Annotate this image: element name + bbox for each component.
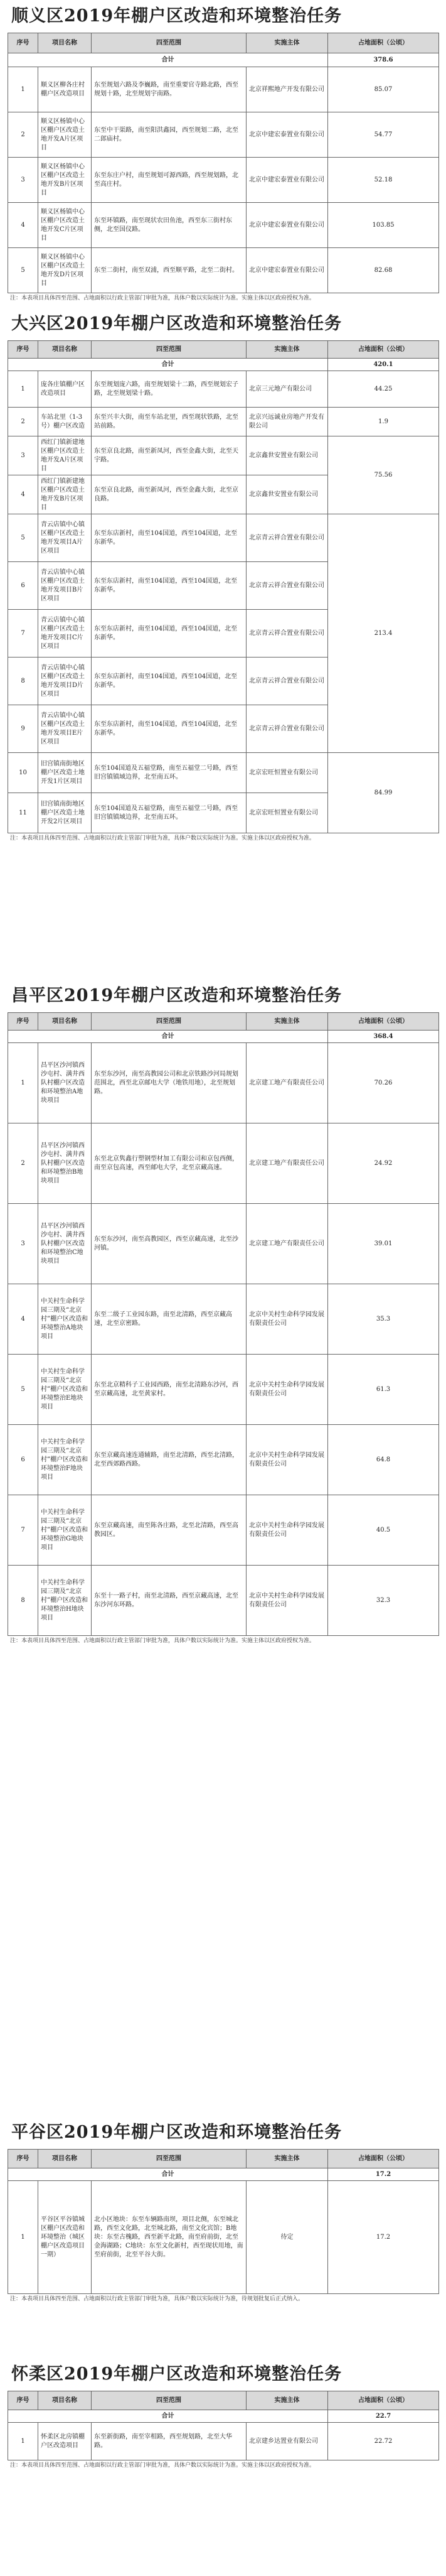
table-row: [8, 1284, 439, 1355]
cell-no: 11: [8, 793, 38, 833]
cell-area: 54.77: [328, 112, 439, 158]
header-project: 项目名称: [38, 341, 92, 359]
table-row: [8, 203, 439, 248]
cell-scope: 东至东店新村，南至104国道，西至104国道，北至东新华。: [92, 658, 247, 705]
cell-no: 8: [8, 658, 38, 705]
cell-scope: 东至二街村，南至双浦，西至顺平路，北至二街村。: [92, 248, 247, 293]
table-header-row: [8, 33, 439, 53]
total-label: 合计: [8, 53, 328, 67]
total-value: 17.2: [328, 2168, 439, 2181]
cell-entity: 北京中建宏泰置业有限公司: [247, 203, 328, 248]
cell-no: 5: [8, 1355, 38, 1425]
header-no: 序号: [8, 2391, 38, 2410]
cell-project: 中关村生命科学园三期及“北京村”棚户区改造和环境整治H地块项目: [38, 1566, 92, 1636]
cell-project: 旧宫镇南街地区棚户区改造土地开发1片区项目: [38, 753, 92, 793]
cell-scope: 东至北京隽鑫行塑钢型材加工有限公司和京包西侧，南至京包高速，西至邮电大学，北至京藏高速。: [92, 1123, 247, 1204]
cell-entity: 北京中关村生命科学园发展有限责任公司: [247, 1566, 328, 1636]
table-row: [8, 2423, 439, 2460]
cell-entity: 北京兴远诚业房地产开发有限公司: [247, 408, 328, 436]
cell-scope: 东至东店新村，南至104国道，西至104国道，北至东新华。: [92, 705, 247, 753]
task-table: [8, 2149, 439, 2294]
cell-project: 顺义区柳各庄村棚户区改造项目: [38, 67, 92, 112]
header-entity: 实施主体: [247, 341, 328, 359]
task-table: [8, 2391, 439, 2460]
cell-entity: 北京中关村生命科学园发展有限责任公司: [247, 1355, 328, 1425]
cell-entity: 北京鑫世安置业有限公司: [247, 436, 328, 475]
table-row: [8, 1043, 439, 1123]
cell-entity: 北京青云祥合置业有限公司: [247, 514, 328, 562]
cell-scope: 东至规划六路及李巍路，南至重要官寺路北路，西至规划十路，北至规划宇南路。: [92, 67, 247, 112]
cell-entity: 北京中建宏泰置业有限公司: [247, 248, 328, 293]
header-area: 占地面积（公顷）: [328, 33, 439, 53]
table-row: [8, 371, 439, 408]
cell-no: 1: [8, 371, 38, 408]
cell-project: 昌平区沙河镇西沙屯村、满井西队村棚户区改造和环境整治C地块项目: [38, 1204, 92, 1284]
cell-entity: 北京青云祥合置业有限公司: [247, 705, 328, 753]
cell-scope: 东至兴丰大街，南至车站北里，西至现状铁路，北至站前路。: [92, 408, 247, 436]
table-note: 注：本表项目具体四至范围、占地面积以行政主管部门审批为准，具体户数以实际统计为准，待规划批复后正式纳入。: [10, 2296, 304, 2302]
total-row: [8, 359, 439, 371]
cell-no: 9: [8, 705, 38, 753]
table-header-row: [8, 2150, 439, 2168]
total-label: 合计: [8, 1031, 328, 1043]
cell-no: 1: [8, 2181, 38, 2294]
task-table: [8, 33, 439, 293]
cell-no: 3: [8, 1204, 38, 1284]
cell-area: 22.72: [328, 2423, 439, 2460]
header-scope: 四至范围: [92, 341, 247, 359]
cell-scope: 东至新街路，南至宰相路，西至规划路，北至大华路。: [92, 2423, 247, 2460]
cell-entity: 北京宏旺恒置业有限公司: [247, 793, 328, 833]
total-label: 合计: [8, 359, 328, 371]
cell-no: 4: [8, 475, 38, 514]
task-table: [8, 1012, 439, 1636]
table-row: [8, 2181, 439, 2294]
total-row: [8, 1031, 439, 1043]
cell-scope: 东至京藏高速，南至陈各庄路，北至北清路，西至高教园区。: [92, 1495, 247, 1566]
table-row: [8, 753, 439, 793]
header-no: 序号: [8, 33, 38, 53]
cell-entity: 北京宏旺恒置业有限公司: [247, 753, 328, 793]
cell-entity: 北京祥熙地产开发有限公司: [247, 67, 328, 112]
table-row: [8, 112, 439, 158]
cell-scope: 东至东沙河，南至高教园公司和北京铁路沙河局规划范围北，西至北京邮电大学（地铁用地），北至规划路。: [92, 1043, 247, 1123]
cell-no: 1: [8, 1043, 38, 1123]
section-title: 昌平区2019年棚户区改造和环境整治任务: [11, 986, 342, 1005]
header-entity: 实施主体: [247, 2150, 328, 2168]
section-title: 顺义区2019年棚户区改造和环境整治任务: [11, 6, 342, 26]
section-daxing: [8, 308, 438, 844]
cell-scope: 东至东庄户村，南至规划可源西路，西至规划路，北至高庄村。: [92, 158, 247, 203]
cell-area: 84.99: [328, 753, 439, 833]
table-row: [8, 158, 439, 203]
cell-project: 顺义区杨镇中心区棚户区改造土地开发B片区项目: [38, 158, 92, 203]
header-area: 占地面积（公顷）: [328, 2150, 439, 2168]
header-project: 项目名称: [38, 33, 92, 53]
cell-scope: 东至东店新村，南至104国道，西至104国道，北至东新华。: [92, 514, 247, 562]
total-value: 22.7: [328, 2410, 439, 2423]
cell-no: 7: [8, 610, 38, 658]
header-project: 项目名称: [38, 1013, 92, 1031]
section-title: 大兴区2019年棚户区改造和环境整治任务: [11, 314, 342, 333]
cell-area: 85.07: [328, 67, 439, 112]
cell-project: 顺义区杨镇中心区棚户区改造土地开发C片区项目: [38, 203, 92, 248]
cell-project: 怀柔区北房镇棚户区改造项目: [38, 2423, 92, 2460]
section-pinggu: [8, 2116, 438, 2305]
table-header-row: [8, 2391, 439, 2410]
section-shunyi: [8, 0, 438, 304]
table-row: [8, 436, 439, 475]
total-value: 378.6: [328, 53, 439, 67]
cell-project: 车站北里（1-3号）棚户区改造: [38, 408, 92, 436]
header-project: 项目名称: [38, 2150, 92, 2168]
total-row: [8, 2168, 439, 2181]
cell-project: 平谷区平谷镇城区棚户区改造和环境整治（城区棚户区改造项目一期）: [38, 2181, 92, 2294]
cell-area: 64.8: [328, 1425, 439, 1495]
cell-scope: 东至104国道及五福堂路，南至五福堂二号路，西至旧宫镇镇域边界，北至南五环。: [92, 793, 247, 833]
cell-area: 40.5: [328, 1495, 439, 1566]
cell-project: 西红门镇新建地区棚户区改造土地开发B片区项目: [38, 475, 92, 514]
cell-project: 顺义区杨镇中心区棚户区改造土地开发A片区项目: [38, 112, 92, 158]
total-label: 合计: [8, 2168, 328, 2181]
cell-entity: 北京鑫世安置业有限公司: [247, 475, 328, 514]
table-note: 注：本表项目具体四至范围、占地面积以行政主管部门审批为准，具体户数以实际统计为准。实施主体以区政府授权为准。: [10, 2462, 316, 2469]
cell-entity: 北京建工地产有限责任公司: [247, 1204, 328, 1284]
header-entity: 实施主体: [247, 33, 328, 53]
cell-project: 青云店镇中心镇区棚户区改造土地开发项目A片区项目: [38, 514, 92, 562]
table-row: [8, 1123, 439, 1204]
cell-project: 青云店镇中心镇区棚户区改造土地开发项目E片区项目: [38, 705, 92, 753]
total-row: [8, 53, 439, 67]
cell-project: 昌平区沙河镇西沙屯村、满井西队村棚户区改造和环境整治A地块项目: [38, 1043, 92, 1123]
cell-entity: 北京青云祥合置业有限公司: [247, 562, 328, 610]
cell-scope: 东至北京精科子工业园西路，南至北清路东沙河，西至京藏高速，北至黄家村。: [92, 1355, 247, 1425]
cell-entity: 北京中关村生命科学园发展有限责任公司: [247, 1284, 328, 1355]
cell-area: 35.3: [328, 1284, 439, 1355]
cell-project: 中关村生命科学园三期及“北京村”棚户区改造和环境整治G地块项目: [38, 1495, 92, 1566]
cell-entity: 待定: [247, 2181, 328, 2294]
cell-entity: 北京中建宏泰置业有限公司: [247, 112, 328, 158]
cell-project: 中关村生命科学园三期及“北京村”棚户区改造和环境整治F地块项目: [38, 1425, 92, 1495]
section-title: 怀柔区2019年棚户区改造和环境整治任务: [11, 2364, 342, 2384]
table-header-row: [8, 341, 439, 359]
cell-scope: 北小区地块：东至车辆路南坝，项目北侧，东至城北路，西至文化路，北至城北路，南至文化宾馆；B地块：东至古槐路，西至新平北路，南至府前街，北至金海湖路；C地块：东至文化新村，西至现状用地，南至府前街，北至平谷大街。: [92, 2181, 247, 2294]
cell-entity: 北京建工地产有限责任公司: [247, 1123, 328, 1204]
cell-no: 4: [8, 203, 38, 248]
cell-no: 2: [8, 408, 38, 436]
cell-project: 青云店镇中心镇区棚户区改造土地开发项目D片区项目: [38, 658, 92, 705]
header-no: 序号: [8, 1013, 38, 1031]
header-area: 占地面积（公顷）: [328, 1013, 439, 1031]
cell-project: 庞各庄镇棚户区改造项目: [38, 371, 92, 408]
cell-scope: 东至东店新村，南至104国道，西至104国道，北至东新华。: [92, 610, 247, 658]
cell-entity: 北京三元地产有限公司: [247, 371, 328, 408]
cell-entity: 北京建乡达置业有限公司: [247, 2423, 328, 2460]
cell-no: 3: [8, 436, 38, 475]
cell-project: 顺义区杨镇中心区棚户区改造土地开发D片区项目: [38, 248, 92, 293]
table-row: [8, 1495, 439, 1566]
cell-no: 2: [8, 1123, 38, 1204]
cell-project: 中关村生命科学园三期及“北京村”棚户区改造和环境整治E地块项目: [38, 1355, 92, 1425]
cell-entity: 北京中关村生命科学园发展有限责任公司: [247, 1495, 328, 1566]
cell-project: 中关村生命科学园三期及“北京村”棚户区改造和环境整治A地块项目: [38, 1284, 92, 1355]
cell-scope: 东至京良北路，南至新凤河，西至金鑫大街，北至京良路。: [92, 475, 247, 514]
cell-scope: 东至环镇路，南至现状农田鱼池，西至东三街村东侧，北至国仪路。: [92, 203, 247, 248]
cell-area: 213.4: [328, 514, 439, 753]
cell-area: 39.01: [328, 1204, 439, 1284]
cell-no: 8: [8, 1566, 38, 1636]
table-note: 注：本表项目具体四至范围、占地面积以行政主管部门审批为准，具体户数以实际统计为准。实施主体以区政府授权为准。: [10, 1638, 316, 1644]
cell-area: 44.25: [328, 371, 439, 408]
table-note: 注：本表项目具体四至范围、占地面积以行政主管部门审批为准，具体户数以实际统计为准。实施主体以区政府授权为准。: [10, 295, 316, 301]
header-area: 占地面积（公顷）: [328, 341, 439, 359]
cell-area: 103.85: [328, 203, 439, 248]
cell-project: 青云店镇中心镇区棚户区改造土地开发项目C片区项目: [38, 610, 92, 658]
task-table: [8, 340, 439, 833]
cell-no: 7: [8, 1495, 38, 1566]
total-row: [8, 2410, 439, 2423]
cell-scope: 东至二级子工业园东路，南至北清路，西至京藏高速，北至京密路。: [92, 1284, 247, 1355]
cell-area: 82.68: [328, 248, 439, 293]
cell-no: 10: [8, 753, 38, 793]
header-scope: 四至范围: [92, 2391, 247, 2410]
cell-no: 5: [8, 248, 38, 293]
total-label: 合计: [8, 2410, 328, 2423]
table-row: [8, 408, 439, 436]
cell-no: 5: [8, 514, 38, 562]
cell-area: 24.92: [328, 1123, 439, 1204]
cell-project: 旧宫镇南街地区棚户区改造土地开发2片区项目: [38, 793, 92, 833]
header-no: 序号: [8, 2150, 38, 2168]
cell-scope: 东至京藏高速连通辅路，南至北清路，西至北清路，北至西郊路西路。: [92, 1425, 247, 1495]
cell-no: 3: [8, 158, 38, 203]
header-no: 序号: [8, 341, 38, 359]
cell-project: 昌平区沙河镇西沙屯村、满井西队村棚户区改造和环境整治B地块项目: [38, 1123, 92, 1204]
cell-scope: 东至东店新村，南至104国道，西至104国道，北至东新华。: [92, 562, 247, 610]
cell-project: 青云店镇中心镇区棚户区改造土地开发项目B片区项目: [38, 562, 92, 610]
cell-entity: 北京中关村生命科学园发展有限责任公司: [247, 1425, 328, 1495]
cell-no: 6: [8, 1425, 38, 1495]
table-row: [8, 1425, 439, 1495]
cell-scope: 东至104国道及五福堂路，南至五福堂二号路，西至旧宫镇镇域边界，北至南五环。: [92, 753, 247, 793]
cell-area: 75.56: [328, 436, 439, 514]
cell-entity: 北京青云祥合置业有限公司: [247, 610, 328, 658]
section-title: 平谷区2019年棚户区改造和环境整治任务: [11, 2123, 342, 2142]
cell-scope: 东至中干渠路，南至阳洪鑫园，西至规划二路，北至二郎庙村。: [92, 112, 247, 158]
cell-scope: 东至京良北路，南至新凤河，西至金鑫大街，北至天宇路。: [92, 436, 247, 475]
table-row: [8, 1566, 439, 1636]
header-scope: 四至范围: [92, 33, 247, 53]
total-value: 368.4: [328, 1031, 439, 1043]
cell-entity: 北京青云祥合置业有限公司: [247, 658, 328, 705]
table-row: [8, 248, 439, 293]
cell-area: 70.26: [328, 1043, 439, 1123]
cell-no: 1: [8, 2423, 38, 2460]
table-note: 注：本表项目具体四至范围、占地面积以行政主管部门审批为准，具体户数以实际统计为准。实施主体以区政府授权为准。: [10, 835, 316, 842]
cell-area: 1.9: [328, 408, 439, 436]
cell-no: 6: [8, 562, 38, 610]
table-row: [8, 1355, 439, 1425]
cell-area: 61.3: [328, 1355, 439, 1425]
cell-entity: 北京中建宏泰置业有限公司: [247, 158, 328, 203]
cell-scope: 东至规划庞六路，南至规划梁十二路，西至规划宏子路，北至规划梁十路。: [92, 371, 247, 408]
cell-entity: 北京建工地产有限责任公司: [247, 1043, 328, 1123]
table-row: [8, 1204, 439, 1284]
cell-scope: 东至东沙河，南至高教园区，西至京藏高速，北至沙河镇。: [92, 1204, 247, 1284]
header-scope: 四至范围: [92, 2150, 247, 2168]
table-row: [8, 514, 439, 562]
cell-no: 2: [8, 112, 38, 158]
header-scope: 四至范围: [92, 1013, 247, 1031]
section-changping: [8, 980, 438, 1647]
header-area: 占地面积（公顷）: [328, 2391, 439, 2410]
cell-area: 17.2: [328, 2181, 439, 2294]
cell-area: 32.3: [328, 1566, 439, 1636]
total-value: 420.1: [328, 359, 439, 371]
section-huairou: [8, 2358, 438, 2471]
cell-scope: 东至十一路子村，南至北清路，西至京藏高速，北至东沙河东环路。: [92, 1566, 247, 1636]
cell-no: 4: [8, 1284, 38, 1355]
table-row: [8, 67, 439, 112]
table-header-row: [8, 1013, 439, 1031]
header-entity: 实施主体: [247, 2391, 328, 2410]
header-project: 项目名称: [38, 2391, 92, 2410]
cell-area: 52.18: [328, 158, 439, 203]
cell-no: 1: [8, 67, 38, 112]
header-entity: 实施主体: [247, 1013, 328, 1031]
cell-project: 西红门镇新建地区棚户区改造土地开发A片区项目: [38, 436, 92, 475]
